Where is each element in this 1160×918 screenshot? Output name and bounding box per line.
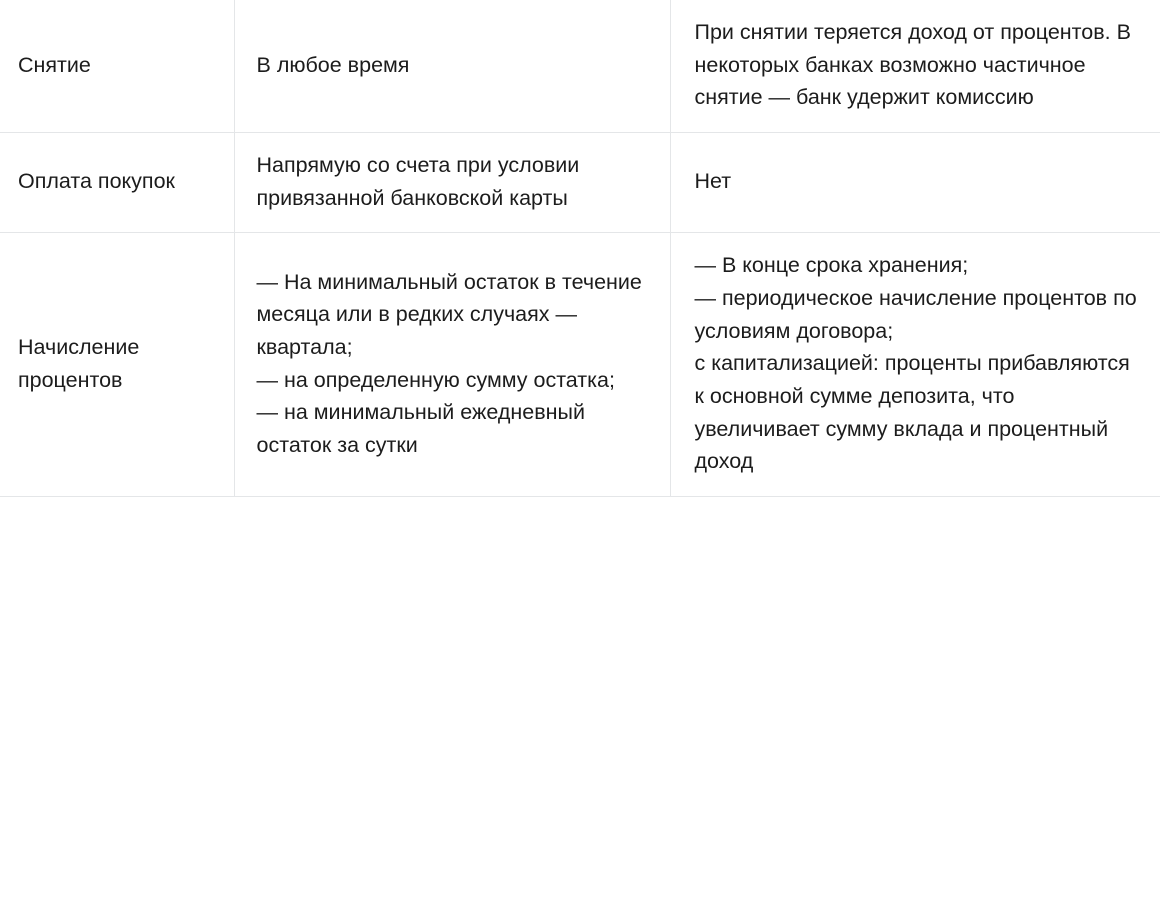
row-label-oplata-pokupok: Оплата покупок	[0, 133, 234, 233]
list-item: — периодическое начисление процентов по условиям договора;	[694, 286, 1137, 343]
row-right-oplata-pokupok: Нет	[670, 133, 1160, 233]
row-middle-oplata-pokupok: Напрямую со счета при условии привязанной банковской карты	[234, 133, 670, 233]
table-row	[0, 233, 1160, 497]
row-right-snyatie: При снятии теряется доход от процентов. В некоторых банках возможно частичное снятие — банк удержит комиссию	[670, 0, 1160, 133]
row-middle-snyatie: В любое время	[234, 0, 670, 133]
row-right-nachislenie-procentov	[670, 233, 1160, 497]
list-item: — В конце срока хранения;	[694, 253, 969, 278]
list-item: — на минимальный ежедневный остаток за сутки	[256, 400, 585, 458]
list-item: — На минимальный остаток в течение месяца или в редких случаях — квартала;	[256, 269, 642, 360]
list-item: — на определенную сумму остатка;	[256, 367, 615, 392]
table-row	[0, 0, 1160, 133]
row-label-nachislenie-procentov: Начисление процентов	[0, 233, 234, 497]
row-middle-nachislenie-procentov	[234, 233, 670, 497]
list-item: с капитализацией: проценты прибавляются к основной сумме депозита, что увеличивает сумму вклада и процентный доход	[694, 351, 1130, 474]
row-label-snyatie: Снятие	[0, 0, 234, 133]
table-row	[0, 133, 1160, 233]
